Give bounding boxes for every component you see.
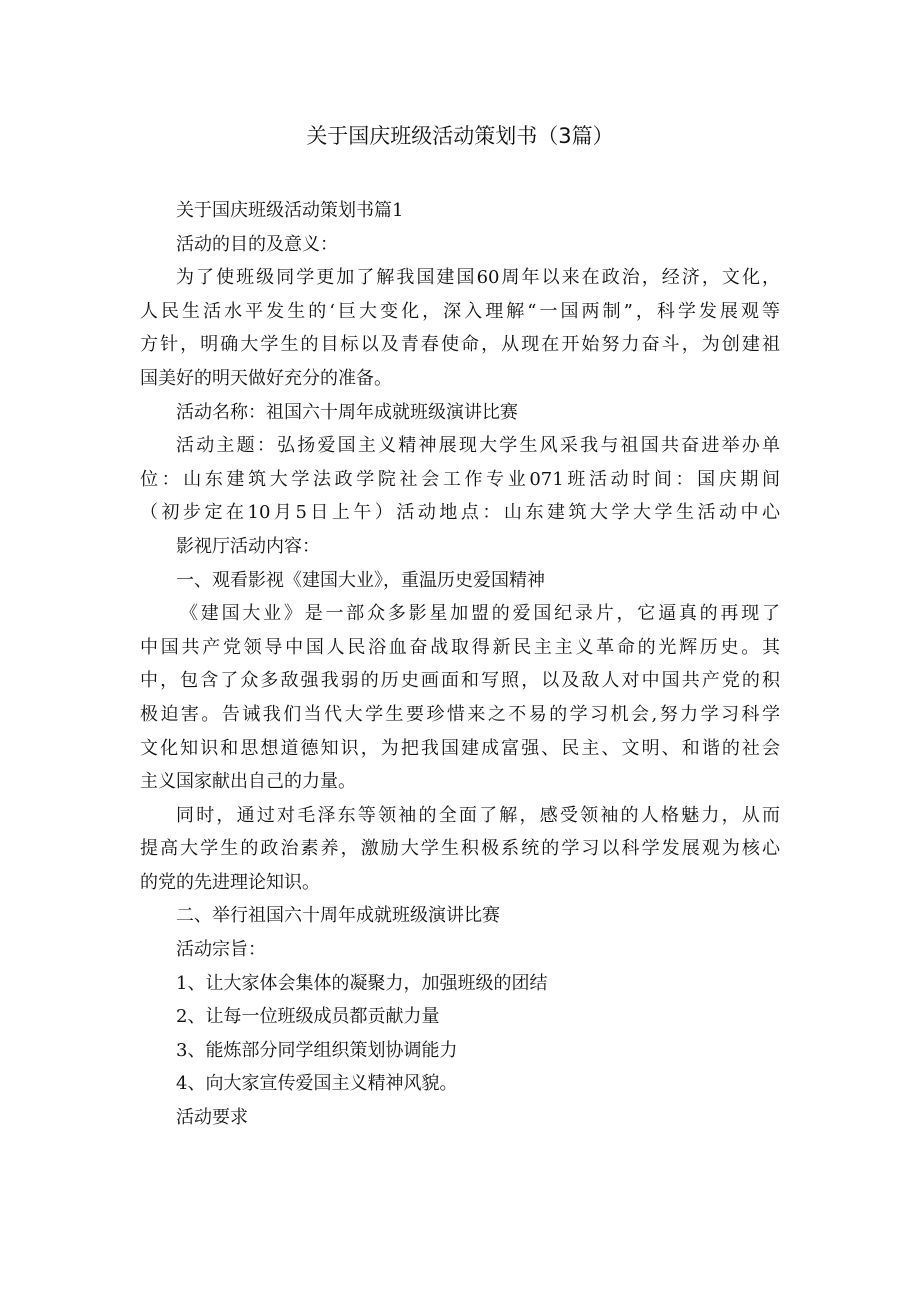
paragraph-label: 活动宗旨： xyxy=(176,939,266,961)
list-item: 2、让每一位班级成员都贡献力量 xyxy=(176,1006,440,1028)
list-item: 1、让大家体会集体的凝聚力，加强班级的团结 xyxy=(176,972,548,994)
paragraph-line: 中国共产党领导中国人民浴血奋战取得新民主主义革命的光辉历史。其 xyxy=(140,636,780,658)
paragraph-label: 活动要求 xyxy=(176,1107,248,1129)
paragraph-line: 国美好的明天做好充分的准备。 xyxy=(140,367,392,389)
paragraph-line: 活动主题：弘扬爱国主义精神展现大学生风采我与祖国共奋进举办单 xyxy=(176,435,780,457)
document-title: 关于国庆班级活动策划书（3篇） xyxy=(306,124,614,148)
paragraph-line: 位：山东建筑大学法政学院社会工作专业071班活动时间：国庆期间 xyxy=(140,468,780,490)
paragraph-line: 影视厅活动内容： xyxy=(176,535,320,557)
paragraph-line: 极迫害。告诫我们当代大学生要珍惜来之不易的学习机会,努力学习科学 xyxy=(140,703,780,725)
paragraph-line: 文化知识和思想道德知识，为把我国建成富强、民主、文明、和谐的社会 xyxy=(140,737,780,759)
paragraph-line: 方针，明确大学生的目标以及青春使命，从现在开始努力奋斗，为创建祖 xyxy=(140,334,780,356)
section-heading: 一、观看影视《建国大业》，重温历史爱国精神 xyxy=(176,569,545,591)
document-body xyxy=(140,194,780,1135)
paragraph-line: 主义国家献出自己的力量。 xyxy=(140,771,356,793)
paragraph-line: （初步定在10月5日上午）活动地点：山东建筑大学大学生活动中心 xyxy=(140,502,780,524)
paragraph-line: 为了使班级同学更加了解我国建国60周年以来在政治，经济，文化， xyxy=(176,267,780,289)
paragraph-line: 中，包含了众多敌强我弱的历史画面和写照，以及敌人对中国共产党的积 xyxy=(140,670,780,692)
paragraph-line: 人民生活水平发生的‘巨大变化，深入理解“一国两制”，科学发展观等 xyxy=(140,300,780,322)
paragraph-label: 活动的目的及意义： xyxy=(176,233,338,255)
paragraph-line: 《建国大业》是一部众多影星加盟的爱国纪录片，它逼真的再现了 xyxy=(180,603,780,625)
section-heading: 关于国庆班级活动策划书篇1 xyxy=(176,200,404,221)
paragraph-line: 活动名称：祖国六十周年成就班级演讲比赛 xyxy=(176,401,518,423)
list-item: 4、向大家宣传爱国主义精神风貌。 xyxy=(176,1073,458,1095)
paragraph-line: 提高大学生的政治素养，激励大学生积极系统的学习以科学发展观为核心 xyxy=(140,838,780,860)
list-item: 3、能炼部分同学组织策划协调能力 xyxy=(176,1039,458,1061)
section-heading: 二、举行祖国六十周年成就班级演讲比赛 xyxy=(176,905,500,927)
paragraph-line: 同时，通过对毛泽东等领袖的全面了解，感受领袖的人格魅力，从而 xyxy=(176,804,780,826)
paragraph-line: 的党的先进理论知识。 xyxy=(140,871,320,893)
